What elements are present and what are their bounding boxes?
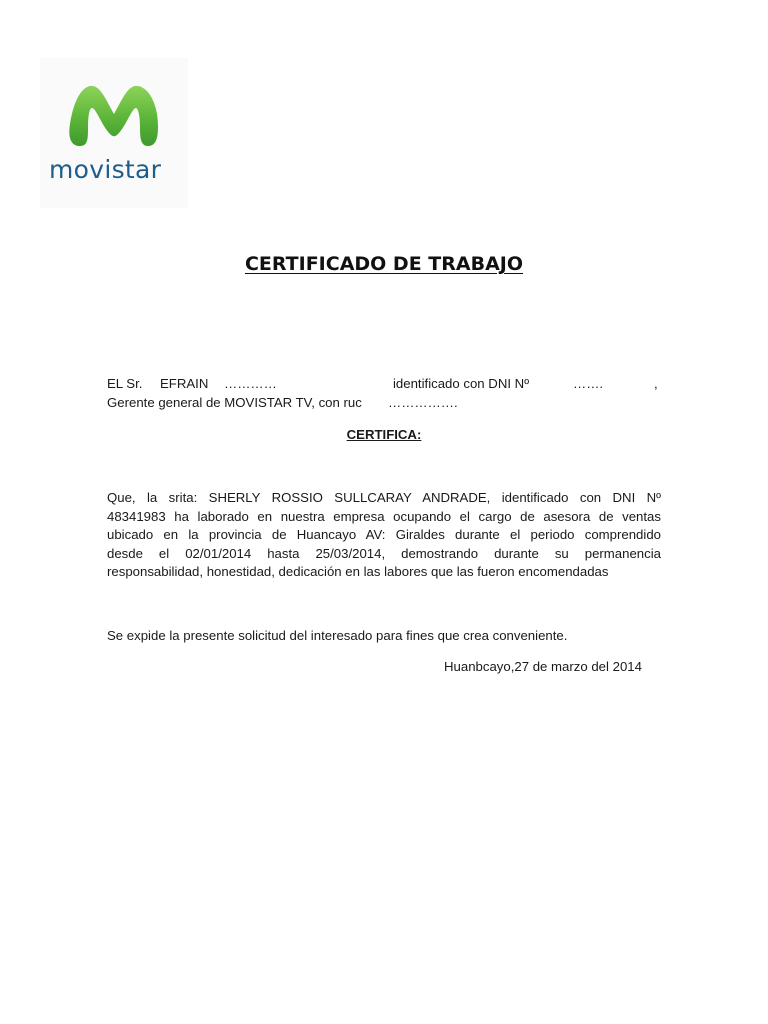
closing-text: Se expide la presente solicitud del interesado para fines que crea conveniente. [107,628,568,643]
intro-dots-ruc: ……………. [388,395,458,410]
intro-gerente: Gerente general de MOVISTAR TV, con ruc [107,395,362,410]
body-line: desde el 02/01/2014 hasta 25/03/2014, demostrando durante su permanencia [107,545,661,561]
certifica-heading: CERTIFICA: [346,427,422,442]
intro-name: EFRAIN [160,376,209,391]
body-line: ubicado en la provincia de Huancayo AV: Giraldes durante el periodo comprendido [107,527,661,543]
intro-el-sr: EL Sr. [107,376,143,391]
page-title: CERTIFICADO DE TRABAJO [244,253,524,275]
intro-dni-label: identificado con DNI Nº [393,376,530,391]
body-paragraph [107,489,661,582]
place-date: Huanbcayo,27 de marzo del 2014 [444,659,642,674]
movistar-logo [40,58,188,208]
intro-dots-dni: ……. [573,376,604,391]
brand-wordmark: movistar [49,155,162,184]
body-line: responsabilidad, honestidad, dedicación en las labores que las fueron encomendadas [107,564,609,580]
movistar-m-logo-icon [66,80,162,152]
body-line: Que, la srita: SHERLY ROSSIO SULLCARAY ANDRADE, identificado con DNI Nº [107,490,661,505]
body-line: 48341983 ha laborado en nuestra empresa ocupando el cargo de asesora de ventas [107,508,661,524]
intro-dots-name: ………… [224,376,277,391]
intro-comma: , [654,376,658,391]
